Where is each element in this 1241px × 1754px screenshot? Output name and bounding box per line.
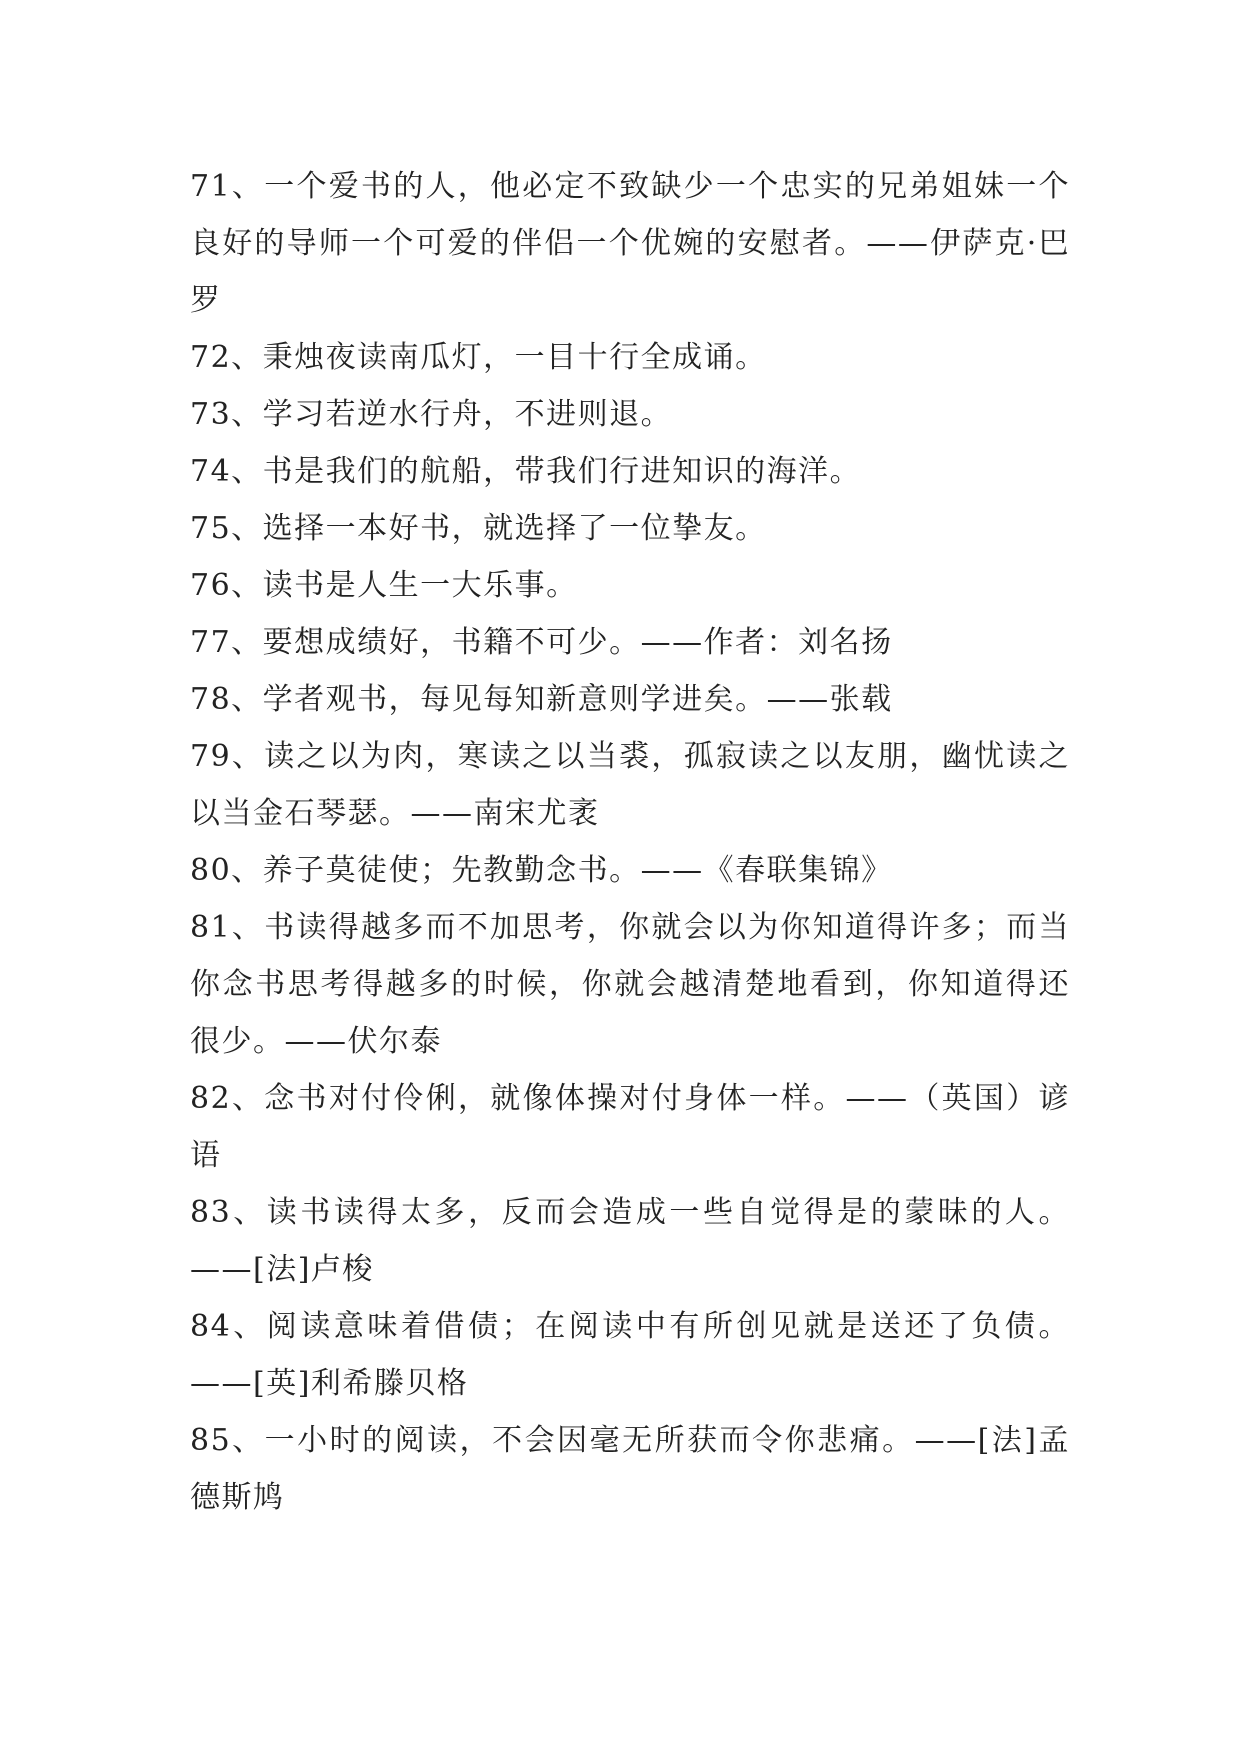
quote-entry-83: 83、读书读得太多，反而会造成一些自觉得是的蒙昧的人。——[法]卢梭: [190, 1195, 1070, 1287]
quote-entry-77: 77、要想成绩好，书籍不可少。——作者：刘名扬: [190, 625, 893, 660]
quote-entry-81: 81、书读得越多而不加思考，你就会以为你知道得许多；而当你念书思考得越多的时候，你就会越清楚地看到，你知道得还很少。——伏尔泰: [190, 910, 1070, 1059]
quote-entry-79: 79、读之以为肉，寒读之以当裘，孤寂读之以友朋，幽忧读之以当金石琴瑟。——南宋尤袤: [190, 739, 1070, 831]
quote-entry-71: 71、一个爱书的人，他必定不致缺少一个忠实的兄弟姐妹一个良好的导师一个可爱的伴侣一个优婉的安慰者。——伊萨克·巴罗: [190, 169, 1070, 318]
quote-entry-80: 80、养子莫徒使；先教勤念书。——《春联集锦》: [190, 853, 893, 888]
quote-list: [190, 158, 1070, 1526]
quote-entry-84: 84、阅读意味着借债；在阅读中有所创见就是送还了负债。——[英]利希滕贝格: [190, 1309, 1070, 1401]
quote-entry-74: 74、书是我们的航船，带我们行进知识的海洋。: [190, 454, 862, 489]
quote-entry-75: 75、选择一本好书，就选择了一位挚友。: [190, 511, 767, 546]
quote-entry-72: 72、秉烛夜读南瓜灯，一目十行全成诵。: [190, 340, 767, 375]
quote-entry-85: 85、一小时的阅读，不会因毫无所获而令你悲痛。——[法]孟德斯鸠: [190, 1423, 1070, 1515]
quote-entry-76: 76、读书是人生一大乐事。: [190, 568, 578, 603]
quote-entry-82: 82、念书对付伶俐，就像体操对付身体一样。——（英国）谚语: [190, 1081, 1070, 1173]
quote-entry-73: 73、学习若逆水行舟，不进则退。: [190, 397, 673, 432]
quote-entry-78: 78、学者观书，每见每知新意则学进矣。——张载: [190, 682, 893, 717]
